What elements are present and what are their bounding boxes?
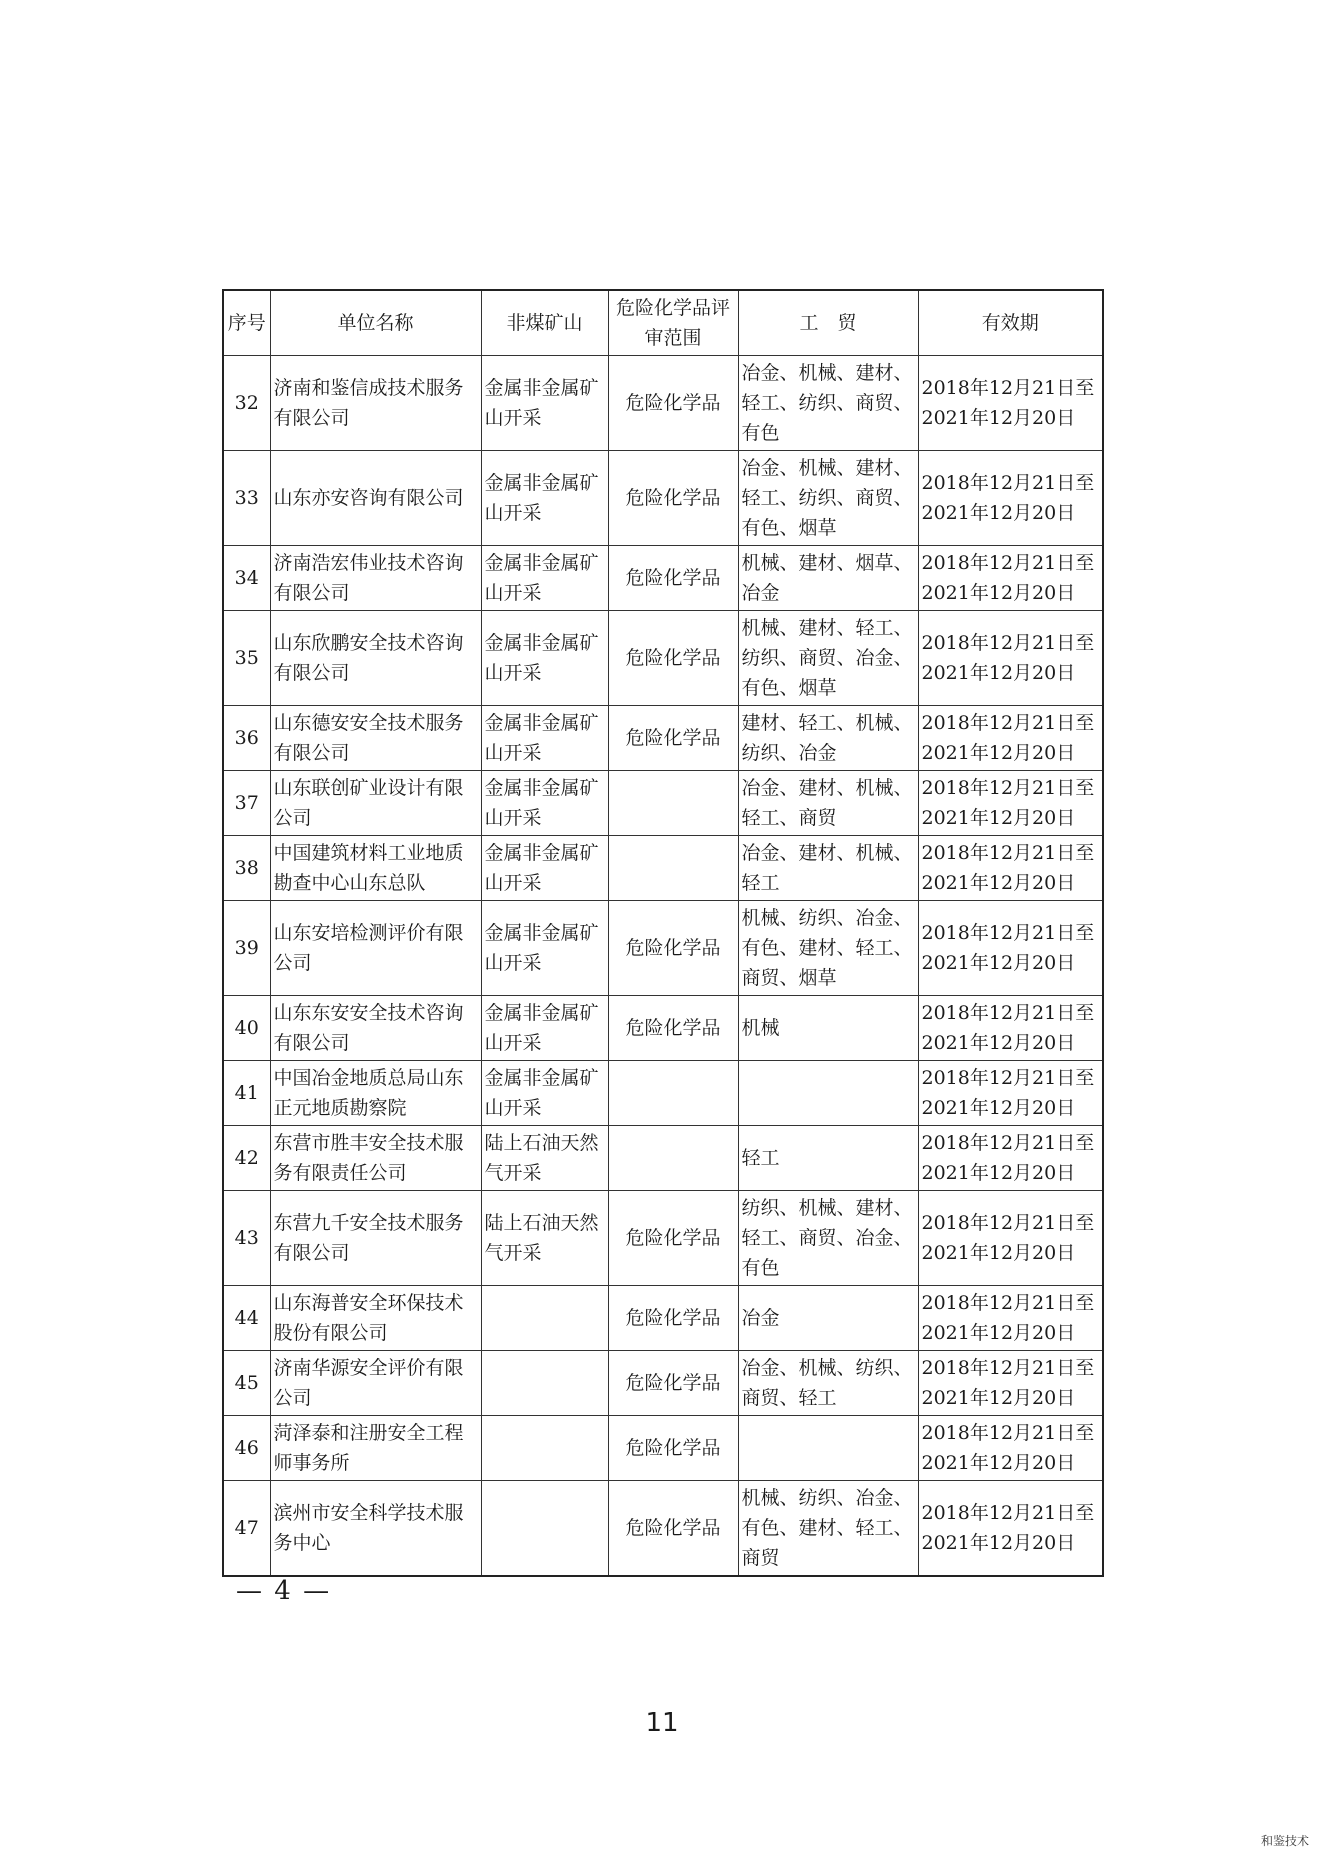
validity-period bbox=[918, 1286, 1103, 1351]
row-number: 47 bbox=[223, 1481, 270, 1577]
unit-name: 中国建筑材料工业地质勘查中心山东总队 bbox=[270, 836, 481, 901]
page-number-marker: — 4 — bbox=[236, 1576, 332, 1606]
validity-period bbox=[918, 1191, 1103, 1286]
unit-name: 山东欣鹏安全技术咨询有限公司 bbox=[270, 611, 481, 706]
mine-scope: 金属非金属矿山开采 bbox=[481, 546, 608, 611]
chem-scope: 危险化学品 bbox=[608, 1286, 738, 1351]
validity-end: 2021年12月20日 bbox=[921, 742, 1076, 764]
validity-end: 2021年12月20日 bbox=[921, 1162, 1076, 1184]
validity-end: 2021年12月20日 bbox=[921, 1322, 1076, 1344]
chem-scope bbox=[608, 771, 738, 836]
unit-name: 菏泽泰和注册安全工程师事务所 bbox=[270, 1416, 481, 1481]
validity-start: 2018年12月21日至 bbox=[921, 1357, 1095, 1379]
row-number: 32 bbox=[223, 356, 270, 451]
validity-end: 2021年12月20日 bbox=[921, 662, 1076, 684]
chem-scope: 危险化学品 bbox=[608, 356, 738, 451]
mine-scope bbox=[481, 1351, 608, 1416]
header-no: 序号 bbox=[223, 290, 270, 356]
chem-scope: 危险化学品 bbox=[608, 1191, 738, 1286]
trade-scope bbox=[738, 1416, 918, 1481]
unit-name: 中国冶金地质总局山东正元地质勘察院 bbox=[270, 1061, 481, 1126]
table-row bbox=[223, 1416, 1103, 1481]
chem-scope: 危险化学品 bbox=[608, 611, 738, 706]
row-number: 40 bbox=[223, 996, 270, 1061]
mine-scope: 金属非金属矿山开采 bbox=[481, 706, 608, 771]
header-trade: 工 贸 bbox=[738, 290, 918, 356]
validity-start: 2018年12月21日至 bbox=[921, 1422, 1095, 1444]
mine-scope: 金属非金属矿山开采 bbox=[481, 996, 608, 1061]
row-number: 35 bbox=[223, 611, 270, 706]
validity-period bbox=[918, 706, 1103, 771]
validity-period bbox=[918, 1351, 1103, 1416]
unit-name: 山东安培检测评价有限公司 bbox=[270, 901, 481, 996]
unit-name: 济南华源安全评价有限公司 bbox=[270, 1351, 481, 1416]
table-row bbox=[223, 1286, 1103, 1351]
table-row bbox=[223, 1191, 1103, 1286]
trade-scope: 机械、建材、轻工、纺织、商贸、冶金、有色、烟草 bbox=[738, 611, 918, 706]
validity-start: 2018年12月21日至 bbox=[921, 777, 1095, 799]
unit-name: 济南和鉴信成技术服务有限公司 bbox=[270, 356, 481, 451]
row-number: 42 bbox=[223, 1126, 270, 1191]
header-row bbox=[223, 290, 1103, 356]
row-number: 41 bbox=[223, 1061, 270, 1126]
unit-name: 山东德安安全技术服务有限公司 bbox=[270, 706, 481, 771]
validity-period bbox=[918, 546, 1103, 611]
validity-start: 2018年12月21日至 bbox=[921, 1502, 1095, 1524]
mine-scope: 金属非金属矿山开采 bbox=[481, 1061, 608, 1126]
validity-end: 2021年12月20日 bbox=[921, 1452, 1076, 1474]
table-row bbox=[223, 451, 1103, 546]
row-number: 33 bbox=[223, 451, 270, 546]
row-number: 43 bbox=[223, 1191, 270, 1286]
table-row bbox=[223, 1126, 1103, 1191]
row-number: 38 bbox=[223, 836, 270, 901]
chem-scope: 危险化学品 bbox=[608, 996, 738, 1061]
row-number: 37 bbox=[223, 771, 270, 836]
trade-scope: 冶金 bbox=[738, 1286, 918, 1351]
mine-scope: 陆上石油天然气开采 bbox=[481, 1126, 608, 1191]
validity-start: 2018年12月21日至 bbox=[921, 552, 1095, 574]
unit-name: 山东亦安咨询有限公司 bbox=[270, 451, 481, 546]
validity-start: 2018年12月21日至 bbox=[921, 1067, 1095, 1089]
validity-period bbox=[918, 1061, 1103, 1126]
mine-scope: 金属非金属矿山开采 bbox=[481, 771, 608, 836]
chem-scope: 危险化学品 bbox=[608, 546, 738, 611]
validity-start: 2018年12月21日至 bbox=[921, 1132, 1095, 1154]
trade-scope: 机械、建材、烟草、冶金 bbox=[738, 546, 918, 611]
row-number: 46 bbox=[223, 1416, 270, 1481]
qualification-table bbox=[222, 289, 1104, 1577]
mine-scope: 金属非金属矿山开采 bbox=[481, 836, 608, 901]
validity-end: 2021年12月20日 bbox=[921, 1532, 1076, 1554]
validity-period bbox=[918, 356, 1103, 451]
watermark-text: 和鉴技术 bbox=[1260, 1834, 1309, 1848]
trade-scope: 冶金、机械、建材、轻工、纺织、商贸、有色、烟草 bbox=[738, 451, 918, 546]
unit-name: 济南浩宏伟业技术咨询有限公司 bbox=[270, 546, 481, 611]
validity-period bbox=[918, 996, 1103, 1061]
unit-name: 山东海普安全环保技术股份有限公司 bbox=[270, 1286, 481, 1351]
table-row bbox=[223, 1061, 1103, 1126]
row-number: 36 bbox=[223, 706, 270, 771]
chem-scope bbox=[608, 836, 738, 901]
validity-end: 2021年12月20日 bbox=[921, 1097, 1076, 1119]
chem-scope: 危险化学品 bbox=[608, 901, 738, 996]
mine-scope bbox=[481, 1416, 608, 1481]
header-validity: 有效期 bbox=[918, 290, 1103, 356]
table-row bbox=[223, 546, 1103, 611]
trade-scope: 冶金、机械、纺织、商贸、轻工 bbox=[738, 1351, 918, 1416]
unit-name: 滨州市安全科学技术服务中心 bbox=[270, 1481, 481, 1577]
validity-start: 2018年12月21日至 bbox=[921, 922, 1095, 944]
table-row bbox=[223, 996, 1103, 1061]
validity-period bbox=[918, 451, 1103, 546]
validity-end: 2021年12月20日 bbox=[921, 952, 1076, 974]
validity-end: 2021年12月20日 bbox=[921, 582, 1076, 604]
validity-end: 2021年12月20日 bbox=[921, 1242, 1076, 1264]
validity-period bbox=[918, 611, 1103, 706]
validity-period bbox=[918, 1416, 1103, 1481]
validity-period bbox=[918, 836, 1103, 901]
table-row bbox=[223, 706, 1103, 771]
validity-end: 2021年12月20日 bbox=[921, 407, 1076, 429]
table-row bbox=[223, 901, 1103, 996]
mine-scope: 金属非金属矿山开采 bbox=[481, 901, 608, 996]
validity-period bbox=[918, 1481, 1103, 1577]
table-row bbox=[223, 771, 1103, 836]
validity-end: 2021年12月20日 bbox=[921, 872, 1076, 894]
header-mine: 非煤矿山 bbox=[481, 290, 608, 356]
chem-scope: 危险化学品 bbox=[608, 1416, 738, 1481]
validity-start: 2018年12月21日至 bbox=[921, 472, 1095, 494]
chem-scope: 危险化学品 bbox=[608, 451, 738, 546]
row-number: 39 bbox=[223, 901, 270, 996]
trade-scope: 机械、纺织、冶金、有色、建材、轻工、商贸 bbox=[738, 1481, 918, 1577]
header-chem: 危险化学品评审范围 bbox=[608, 290, 738, 356]
validity-end: 2021年12月20日 bbox=[921, 502, 1076, 524]
chem-scope: 危险化学品 bbox=[608, 1351, 738, 1416]
table-row bbox=[223, 1351, 1103, 1416]
chem-scope bbox=[608, 1126, 738, 1191]
table-row bbox=[223, 836, 1103, 901]
validity-end: 2021年12月20日 bbox=[921, 1032, 1076, 1054]
validity-period bbox=[918, 771, 1103, 836]
validity-start: 2018年12月21日至 bbox=[921, 377, 1095, 399]
validity-period bbox=[918, 1126, 1103, 1191]
row-number: 44 bbox=[223, 1286, 270, 1351]
chem-scope: 危险化学品 bbox=[608, 706, 738, 771]
validity-period bbox=[918, 901, 1103, 996]
chem-scope bbox=[608, 1061, 738, 1126]
table-row bbox=[223, 1481, 1103, 1577]
trade-scope: 建材、轻工、机械、纺织、冶金 bbox=[738, 706, 918, 771]
trade-scope: 冶金、机械、建材、轻工、纺织、商贸、有色 bbox=[738, 356, 918, 451]
validity-end: 2021年12月20日 bbox=[921, 1387, 1076, 1409]
unit-name: 山东联创矿业设计有限公司 bbox=[270, 771, 481, 836]
mine-scope: 金属非金属矿山开采 bbox=[481, 611, 608, 706]
mine-scope: 金属非金属矿山开采 bbox=[481, 451, 608, 546]
file-page-number: 11 bbox=[645, 1708, 679, 1738]
mine-scope bbox=[481, 1286, 608, 1351]
unit-name: 山东东安安全技术咨询有限公司 bbox=[270, 996, 481, 1061]
trade-scope: 机械 bbox=[738, 996, 918, 1061]
mine-scope bbox=[481, 1481, 608, 1577]
table-row bbox=[223, 611, 1103, 706]
trade-scope: 机械、纺织、冶金、有色、建材、轻工、商贸、烟草 bbox=[738, 901, 918, 996]
row-number: 45 bbox=[223, 1351, 270, 1416]
trade-scope: 冶金、建材、机械、轻工 bbox=[738, 836, 918, 901]
unit-name: 东营市胜丰安全技术服务有限责任公司 bbox=[270, 1126, 481, 1191]
validity-start: 2018年12月21日至 bbox=[921, 842, 1095, 864]
chem-scope: 危险化学品 bbox=[608, 1481, 738, 1577]
trade-scope: 冶金、建材、机械、轻工、商贸 bbox=[738, 771, 918, 836]
row-number: 34 bbox=[223, 546, 270, 611]
mine-scope: 金属非金属矿山开采 bbox=[481, 356, 608, 451]
validity-start: 2018年12月21日至 bbox=[921, 632, 1095, 654]
validity-start: 2018年12月21日至 bbox=[921, 1292, 1095, 1314]
validity-start: 2018年12月21日至 bbox=[921, 712, 1095, 734]
mine-scope: 陆上石油天然气开采 bbox=[481, 1191, 608, 1286]
trade-scope bbox=[738, 1061, 918, 1126]
unit-name: 东营九千安全技术服务有限公司 bbox=[270, 1191, 481, 1286]
trade-scope: 纺织、机械、建材、轻工、商贸、冶金、有色 bbox=[738, 1191, 918, 1286]
validity-start: 2018年12月21日至 bbox=[921, 1212, 1095, 1234]
trade-scope: 轻工 bbox=[738, 1126, 918, 1191]
validity-end: 2021年12月20日 bbox=[921, 807, 1076, 829]
validity-start: 2018年12月21日至 bbox=[921, 1002, 1095, 1024]
header-name: 单位名称 bbox=[270, 290, 481, 356]
table-row bbox=[223, 356, 1103, 451]
